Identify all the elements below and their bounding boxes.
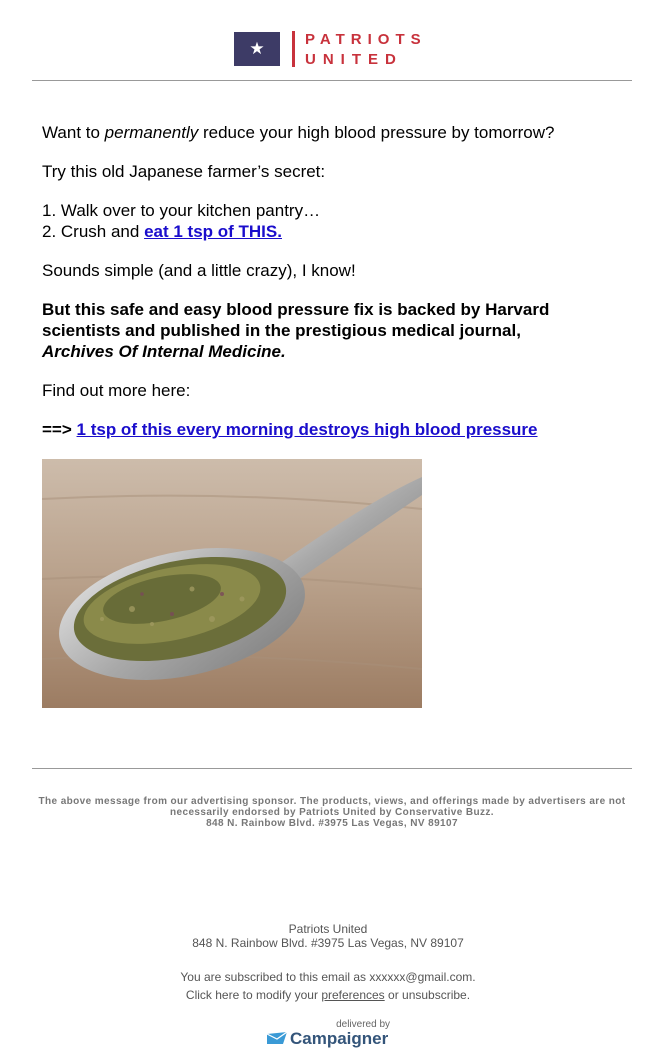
cta-link[interactable]: 1 tsp of this every morning destroys high blood pressure — [76, 420, 538, 439]
modify-line — [0, 988, 656, 1002]
step-two-pre: 2. Crush and — [42, 222, 145, 241]
email-header — [32, 0, 632, 81]
logo-text-patriots: PATRIOTS — [305, 31, 427, 48]
intro-emphasis: permanently — [104, 123, 199, 142]
patriots-united-logo[interactable] — [234, 31, 444, 67]
sponsor-disclaimer — [32, 796, 632, 829]
envelope-icon — [267, 1032, 287, 1044]
footer-address: 848 N. Rainbow Blvd. #3975 Las Vegas, NV 89107 — [192, 936, 464, 950]
cta-paragraph — [42, 419, 612, 440]
step-one: 1. Walk over to your kitchen pantry… — [42, 201, 321, 220]
arrow-text: ==> — [42, 420, 72, 439]
secret-paragraph: Try this old Japanese farmer’s secret: — [42, 162, 326, 181]
email-body — [42, 122, 612, 458]
footer-org: Patriots United — [288, 922, 368, 936]
spoon-herbs-image[interactable] — [42, 459, 422, 708]
logo-text-united: UNITED — [305, 51, 403, 68]
simple-paragraph: Sounds simple (and a little crazy), I know! — [42, 261, 356, 280]
disclaimer-text: The above message from our advertising sponsor. The products, views, and offerings made by advertisers are not necessarily endorsed by Patriots United by Conservative Buzz. — [38, 796, 626, 818]
logo-star-box — [234, 32, 280, 66]
logo-divider-bar — [292, 31, 295, 67]
intro-pre: Want to — [42, 123, 105, 142]
spoon-herbs-illustration — [42, 459, 422, 708]
campaigner-brand: Campaigner — [290, 1029, 389, 1048]
eat-this-link[interactable]: eat 1 tsp of THIS. — [144, 222, 282, 241]
find-out-paragraph: Find out more here: — [42, 381, 191, 400]
harvard-paragraph — [42, 299, 612, 362]
campaigner-badge[interactable] — [264, 1019, 392, 1049]
star-icon: ★ — [249, 39, 265, 58]
footer-divider — [32, 768, 632, 769]
journal-name: Archives Of Internal Medicine. — [42, 342, 286, 361]
steps-paragraph — [42, 200, 612, 242]
intro-paragraph — [42, 122, 612, 143]
disclaimer-address: 848 N. Rainbow Blvd. #3975 Las Vegas, NV 89107 — [206, 818, 458, 829]
intro-post: reduce your high blood pressure by tomorrow? — [198, 123, 555, 142]
modify-post: or unsubscribe. — [384, 988, 471, 1002]
email-footer — [0, 922, 656, 1002]
delivered-by-label: delivered by — [336, 1019, 390, 1030]
subscribed-notice: You are subscribed to this email as xxxxxx@gmail.com. — [180, 970, 476, 984]
harvard-text: But this safe and easy blood pressure fix is backed by Harvard scientists and published in the prestigious medical journal, — [42, 300, 550, 340]
preferences-link[interactable]: preferences — [321, 988, 385, 1002]
modify-pre: Click here to modify your — [185, 988, 322, 1002]
